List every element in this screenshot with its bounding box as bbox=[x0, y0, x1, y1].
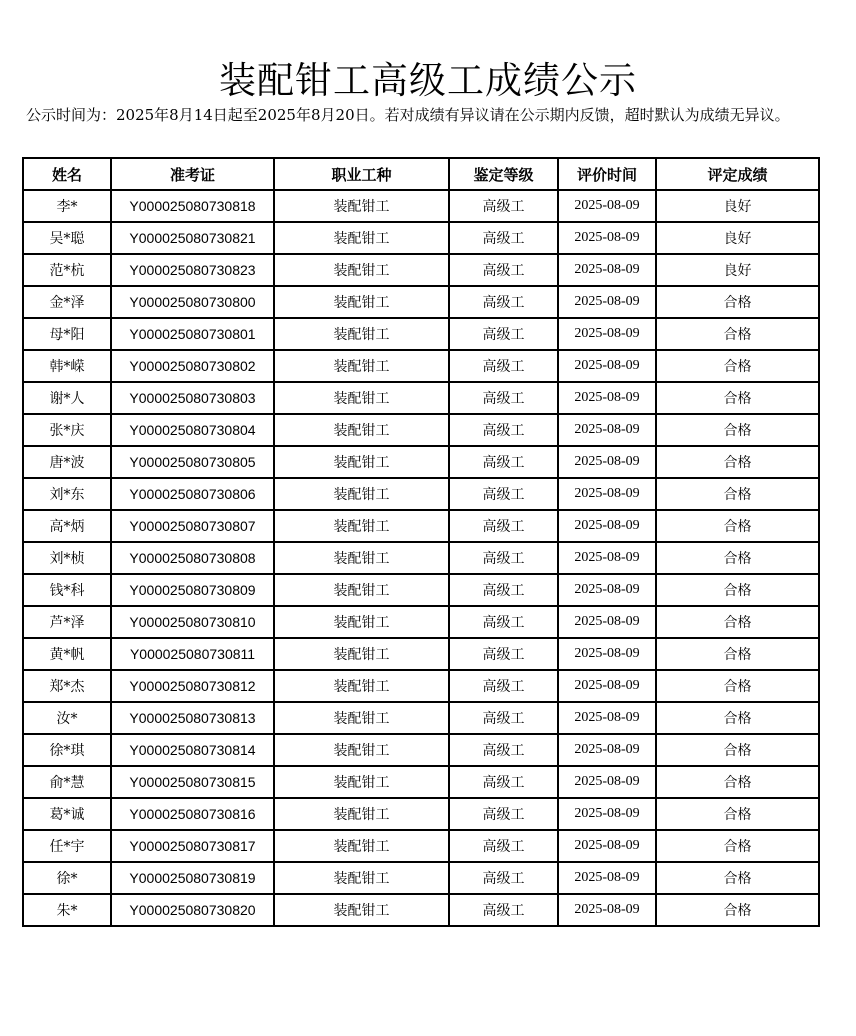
cell-occupation: 装配钳工 bbox=[274, 798, 449, 830]
cell-evaluation-date: 2025-08-09 bbox=[558, 350, 656, 382]
cell-grade: 合格 bbox=[656, 766, 819, 798]
cell-ticket-number: Y000025080730813 bbox=[111, 702, 274, 734]
cell-evaluation-date: 2025-08-09 bbox=[558, 830, 656, 862]
cell-level: 高级工 bbox=[449, 414, 558, 446]
table-row bbox=[23, 606, 819, 638]
cell-occupation: 装配钳工 bbox=[274, 286, 449, 318]
cell-grade: 合格 bbox=[656, 510, 819, 542]
cell-name: 黄*帆 bbox=[23, 638, 111, 670]
cell-grade: 合格 bbox=[656, 286, 819, 318]
cell-evaluation-date: 2025-08-09 bbox=[558, 222, 656, 254]
cell-level: 高级工 bbox=[449, 446, 558, 478]
cell-ticket-number: Y000025080730818 bbox=[111, 190, 274, 222]
cell-level: 高级工 bbox=[449, 254, 558, 286]
cell-evaluation-date: 2025-08-09 bbox=[558, 734, 656, 766]
cell-evaluation-date: 2025-08-09 bbox=[558, 894, 656, 926]
table-row bbox=[23, 734, 819, 766]
cell-level: 高级工 bbox=[449, 894, 558, 926]
cell-level: 高级工 bbox=[449, 766, 558, 798]
cell-grade: 良好 bbox=[656, 190, 819, 222]
cell-evaluation-date: 2025-08-09 bbox=[558, 670, 656, 702]
cell-grade: 合格 bbox=[656, 734, 819, 766]
header-level: 鉴定等级 bbox=[449, 158, 558, 190]
cell-grade: 良好 bbox=[656, 222, 819, 254]
grades-table bbox=[22, 157, 820, 927]
cell-level: 高级工 bbox=[449, 638, 558, 670]
cell-name: 芦*泽 bbox=[23, 606, 111, 638]
cell-evaluation-date: 2025-08-09 bbox=[558, 478, 656, 510]
cell-ticket-number: Y000025080730807 bbox=[111, 510, 274, 542]
cell-occupation: 装配钳工 bbox=[274, 670, 449, 702]
cell-occupation: 装配钳工 bbox=[274, 254, 449, 286]
cell-name: 李* bbox=[23, 190, 111, 222]
cell-grade: 合格 bbox=[656, 350, 819, 382]
cell-ticket-number: Y000025080730816 bbox=[111, 798, 274, 830]
cell-ticket-number: Y000025080730806 bbox=[111, 478, 274, 510]
cell-occupation: 装配钳工 bbox=[274, 510, 449, 542]
table-row bbox=[23, 414, 819, 446]
cell-name: 金*泽 bbox=[23, 286, 111, 318]
cell-level: 高级工 bbox=[449, 318, 558, 350]
cell-evaluation-date: 2025-08-09 bbox=[558, 190, 656, 222]
cell-ticket-number: Y000025080730800 bbox=[111, 286, 274, 318]
cell-evaluation-date: 2025-08-09 bbox=[558, 702, 656, 734]
cell-ticket-number: Y000025080730815 bbox=[111, 766, 274, 798]
cell-ticket-number: Y000025080730821 bbox=[111, 222, 274, 254]
cell-occupation: 装配钳工 bbox=[274, 638, 449, 670]
table-row bbox=[23, 510, 819, 542]
cell-name: 葛*诚 bbox=[23, 798, 111, 830]
cell-occupation: 装配钳工 bbox=[274, 190, 449, 222]
cell-name: 张*庆 bbox=[23, 414, 111, 446]
cell-level: 高级工 bbox=[449, 542, 558, 574]
cell-name: 任*宇 bbox=[23, 830, 111, 862]
cell-occupation: 装配钳工 bbox=[274, 350, 449, 382]
cell-grade: 良好 bbox=[656, 254, 819, 286]
cell-evaluation-date: 2025-08-09 bbox=[558, 766, 656, 798]
cell-evaluation-date: 2025-08-09 bbox=[558, 510, 656, 542]
cell-level: 高级工 bbox=[449, 382, 558, 414]
cell-name: 高*炳 bbox=[23, 510, 111, 542]
cell-grade: 合格 bbox=[656, 542, 819, 574]
cell-occupation: 装配钳工 bbox=[274, 606, 449, 638]
cell-ticket-number: Y000025080730808 bbox=[111, 542, 274, 574]
cell-name: 徐* bbox=[23, 862, 111, 894]
header-ticket-number: 准考证 bbox=[111, 158, 274, 190]
cell-ticket-number: Y000025080730811 bbox=[111, 638, 274, 670]
cell-level: 高级工 bbox=[449, 222, 558, 254]
cell-evaluation-date: 2025-08-09 bbox=[558, 862, 656, 894]
table-row bbox=[23, 286, 819, 318]
table-row bbox=[23, 830, 819, 862]
table-row bbox=[23, 382, 819, 414]
cell-level: 高级工 bbox=[449, 702, 558, 734]
cell-name: 谢*人 bbox=[23, 382, 111, 414]
cell-name: 唐*波 bbox=[23, 446, 111, 478]
cell-level: 高级工 bbox=[449, 574, 558, 606]
cell-evaluation-date: 2025-08-09 bbox=[558, 542, 656, 574]
cell-ticket-number: Y000025080730804 bbox=[111, 414, 274, 446]
cell-name: 汝* bbox=[23, 702, 111, 734]
header-name: 姓名 bbox=[23, 158, 111, 190]
cell-name: 朱* bbox=[23, 894, 111, 926]
cell-occupation: 装配钳工 bbox=[274, 446, 449, 478]
cell-evaluation-date: 2025-08-09 bbox=[558, 606, 656, 638]
table-row bbox=[23, 670, 819, 702]
table-row bbox=[23, 222, 819, 254]
cell-level: 高级工 bbox=[449, 190, 558, 222]
cell-grade: 合格 bbox=[656, 446, 819, 478]
header-occupation: 职业工种 bbox=[274, 158, 449, 190]
table-row bbox=[23, 862, 819, 894]
cell-level: 高级工 bbox=[449, 510, 558, 542]
page-title: 装配钳工高级工成绩公示 bbox=[219, 58, 637, 102]
cell-name: 吴*聪 bbox=[23, 222, 111, 254]
cell-ticket-number: Y000025080730817 bbox=[111, 830, 274, 862]
cell-ticket-number: Y000025080730805 bbox=[111, 446, 274, 478]
cell-level: 高级工 bbox=[449, 606, 558, 638]
cell-evaluation-date: 2025-08-09 bbox=[558, 254, 656, 286]
table-row bbox=[23, 574, 819, 606]
cell-ticket-number: Y000025080730819 bbox=[111, 862, 274, 894]
cell-occupation: 装配钳工 bbox=[274, 766, 449, 798]
cell-name: 刘*东 bbox=[23, 478, 111, 510]
cell-grade: 合格 bbox=[656, 574, 819, 606]
cell-ticket-number: Y000025080730823 bbox=[111, 254, 274, 286]
cell-level: 高级工 bbox=[449, 286, 558, 318]
table-row bbox=[23, 542, 819, 574]
table-body bbox=[23, 190, 819, 926]
cell-evaluation-date: 2025-08-09 bbox=[558, 286, 656, 318]
cell-ticket-number: Y000025080730803 bbox=[111, 382, 274, 414]
cell-name: 韩*嵘 bbox=[23, 350, 111, 382]
table-row bbox=[23, 350, 819, 382]
cell-level: 高级工 bbox=[449, 830, 558, 862]
cell-occupation: 装配钳工 bbox=[274, 542, 449, 574]
cell-level: 高级工 bbox=[449, 478, 558, 510]
cell-name: 范*杭 bbox=[23, 254, 111, 286]
cell-occupation: 装配钳工 bbox=[274, 414, 449, 446]
cell-ticket-number: Y000025080730820 bbox=[111, 894, 274, 926]
table-row bbox=[23, 638, 819, 670]
cell-grade: 合格 bbox=[656, 702, 819, 734]
cell-evaluation-date: 2025-08-09 bbox=[558, 798, 656, 830]
cell-occupation: 装配钳工 bbox=[274, 862, 449, 894]
cell-occupation: 装配钳工 bbox=[274, 830, 449, 862]
cell-grade: 合格 bbox=[656, 382, 819, 414]
cell-ticket-number: Y000025080730809 bbox=[111, 574, 274, 606]
cell-evaluation-date: 2025-08-09 bbox=[558, 414, 656, 446]
cell-name: 俞*慧 bbox=[23, 766, 111, 798]
table-header-row bbox=[23, 158, 819, 190]
notice-text: 公示时间为：2025年8月14日起至2025年8月20日。若对成绩有异议请在公示期内反馈，超时默认为成绩无异议。 bbox=[26, 106, 790, 124]
cell-grade: 合格 bbox=[656, 894, 819, 926]
cell-occupation: 装配钳工 bbox=[274, 222, 449, 254]
table-row bbox=[23, 190, 819, 222]
cell-grade: 合格 bbox=[656, 670, 819, 702]
cell-occupation: 装配钳工 bbox=[274, 478, 449, 510]
header-evaluation-date: 评价时间 bbox=[558, 158, 656, 190]
table-row bbox=[23, 318, 819, 350]
cell-name: 徐*琪 bbox=[23, 734, 111, 766]
cell-occupation: 装配钳工 bbox=[274, 382, 449, 414]
cell-level: 高级工 bbox=[449, 350, 558, 382]
header-grade: 评定成绩 bbox=[656, 158, 819, 190]
cell-grade: 合格 bbox=[656, 478, 819, 510]
cell-evaluation-date: 2025-08-09 bbox=[558, 638, 656, 670]
cell-occupation: 装配钳工 bbox=[274, 702, 449, 734]
cell-level: 高级工 bbox=[449, 862, 558, 894]
cell-ticket-number: Y000025080730802 bbox=[111, 350, 274, 382]
cell-occupation: 装配钳工 bbox=[274, 894, 449, 926]
cell-occupation: 装配钳工 bbox=[274, 574, 449, 606]
cell-ticket-number: Y000025080730812 bbox=[111, 670, 274, 702]
cell-grade: 合格 bbox=[656, 638, 819, 670]
cell-grade: 合格 bbox=[656, 414, 819, 446]
table-row bbox=[23, 702, 819, 734]
table-row bbox=[23, 798, 819, 830]
cell-level: 高级工 bbox=[449, 670, 558, 702]
cell-evaluation-date: 2025-08-09 bbox=[558, 382, 656, 414]
cell-evaluation-date: 2025-08-09 bbox=[558, 318, 656, 350]
cell-evaluation-date: 2025-08-09 bbox=[558, 574, 656, 606]
table-row bbox=[23, 894, 819, 926]
cell-name: 刘*桢 bbox=[23, 542, 111, 574]
cell-occupation: 装配钳工 bbox=[274, 318, 449, 350]
cell-occupation: 装配钳工 bbox=[274, 734, 449, 766]
cell-name: 钱*科 bbox=[23, 574, 111, 606]
cell-grade: 合格 bbox=[656, 830, 819, 862]
cell-name: 母*阳 bbox=[23, 318, 111, 350]
cell-ticket-number: Y000025080730810 bbox=[111, 606, 274, 638]
cell-grade: 合格 bbox=[656, 798, 819, 830]
cell-grade: 合格 bbox=[656, 318, 819, 350]
cell-level: 高级工 bbox=[449, 798, 558, 830]
table-row bbox=[23, 254, 819, 286]
cell-ticket-number: Y000025080730801 bbox=[111, 318, 274, 350]
table-row bbox=[23, 446, 819, 478]
cell-ticket-number: Y000025080730814 bbox=[111, 734, 274, 766]
cell-grade: 合格 bbox=[656, 862, 819, 894]
cell-grade: 合格 bbox=[656, 606, 819, 638]
table-row bbox=[23, 478, 819, 510]
cell-evaluation-date: 2025-08-09 bbox=[558, 446, 656, 478]
cell-name: 郑*杰 bbox=[23, 670, 111, 702]
cell-level: 高级工 bbox=[449, 734, 558, 766]
table-row bbox=[23, 766, 819, 798]
